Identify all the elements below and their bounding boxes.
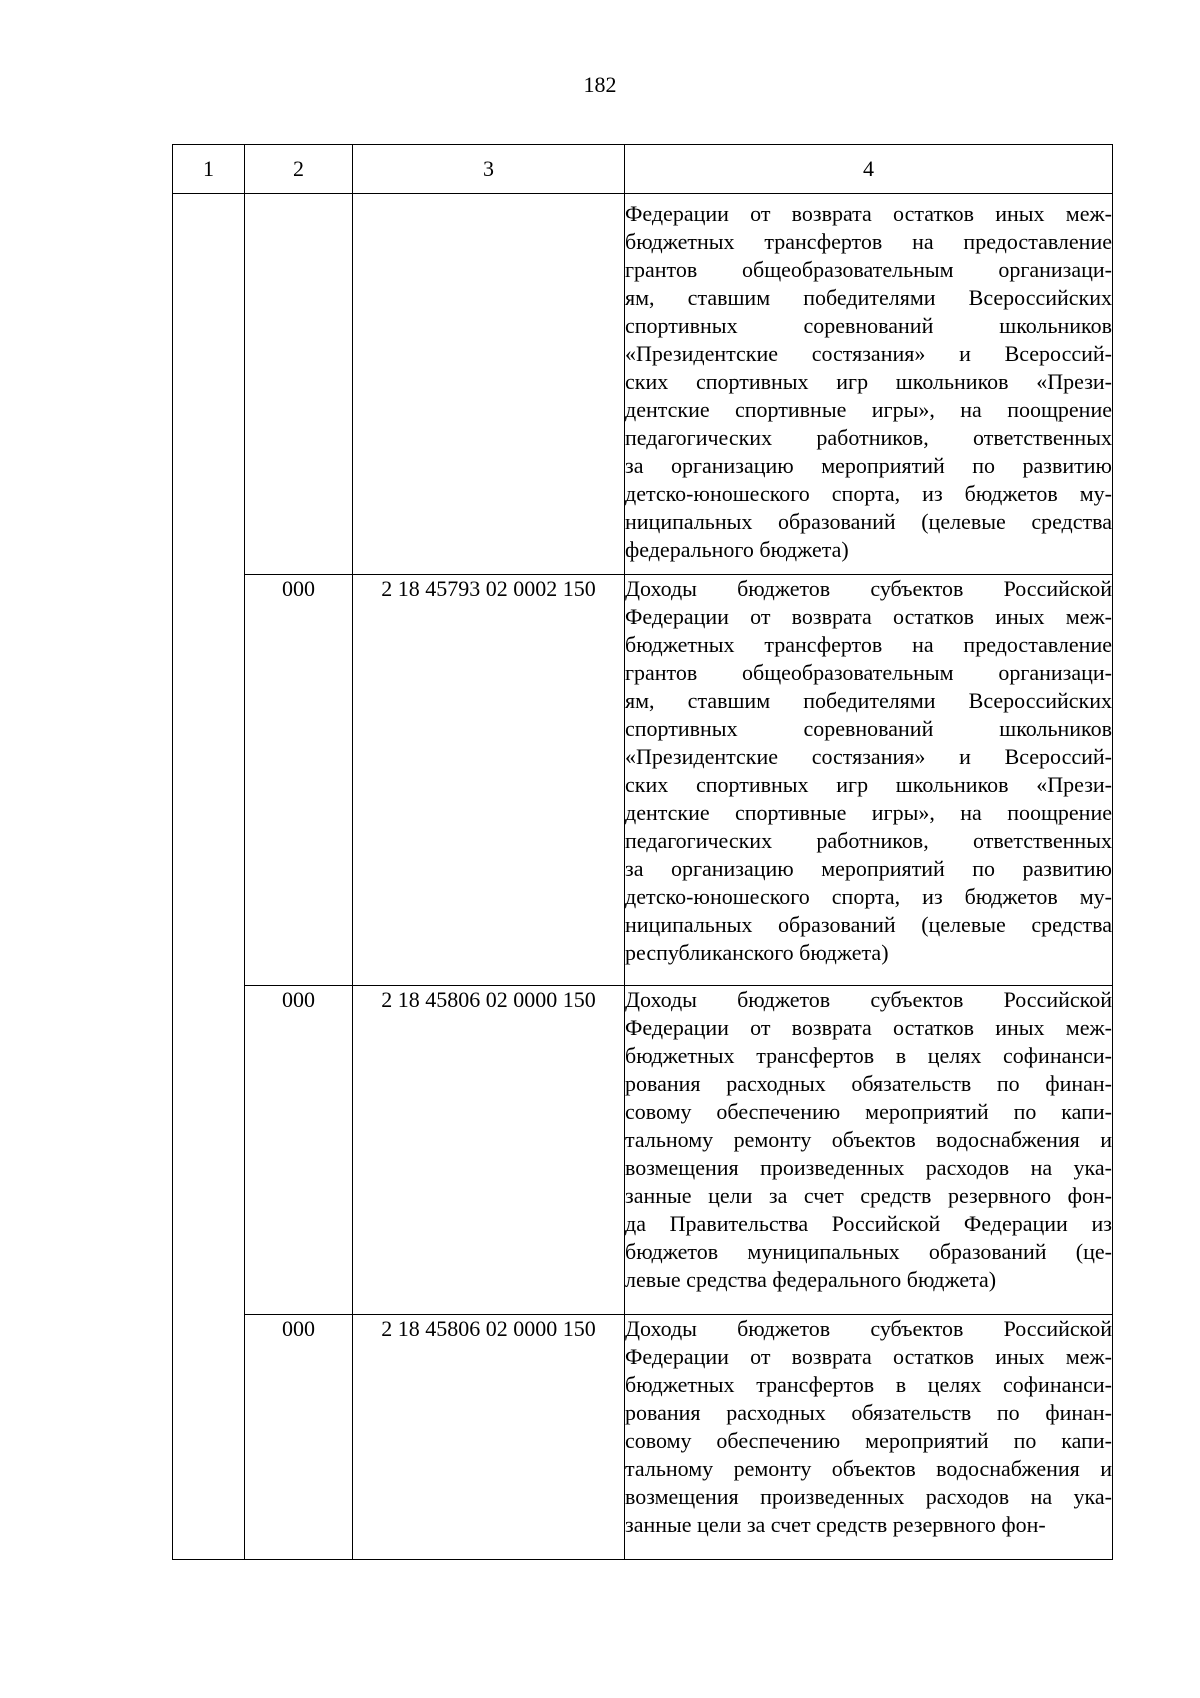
description-line: рования расходных обязательств по финан- [625,1071,1112,1096]
description-line: спортивных соревнований школьников [625,313,1112,338]
budget-code-cell [353,194,625,575]
description-line: занные цели за счет средств резервного фон- [625,1183,1112,1208]
description-line: грантов общеобразовательным организаци- [625,660,1112,685]
table-body [173,194,1113,1560]
description-line: ниципальных образований (целевые средства [625,912,1112,937]
description-line: ям, ставшим победителями Всероссийских [625,285,1112,310]
description-line: «Президентские состязания» и Всероссий- [625,341,1112,366]
description-cell [625,986,1113,1315]
table-row [173,1315,1113,1560]
description-line: бюджетных трансфертов на предоставление [625,632,1112,657]
budget-code-cell: 2 18 45806 02 0000 150 [353,986,625,1315]
description-line: педагогических работников, ответственных [625,828,1112,853]
description-line: да Правительства Российской Федерации из [625,1211,1112,1236]
table-header [173,145,1113,194]
description-line: дентские спортивные игры», на поощрение [625,800,1112,825]
description-line: совому обеспечению мероприятий по капи- [625,1428,1112,1453]
budget-code-cell: 2 18 45806 02 0000 150 [353,1315,625,1560]
description-line: рования расходных обязательств по финан- [625,1400,1112,1425]
admin-code-cell: 000 [245,575,353,986]
description-cell [625,1315,1113,1560]
description-cell [625,194,1113,575]
description-line: спортивных соревнований школьников [625,716,1112,741]
description-line: бюджетных трансфертов на предоставление [625,229,1112,254]
description-line: возмещения произведенных расходов на ука- [625,1484,1112,1509]
description-line: бюджетных трансфертов в целях софинанси- [625,1372,1112,1397]
description-line: левые средства федерального бюджета) [625,1267,997,1292]
description-line: бюджетных трансфертов в целях софинанси- [625,1043,1112,1068]
description-line: совому обеспечению мероприятий по капи- [625,1099,1112,1124]
description-line: федерального бюджета) [625,537,849,562]
table-row [173,986,1113,1315]
description-cell [625,575,1113,986]
admin-code-cell: 000 [245,986,353,1315]
admin-code-cell [245,194,353,575]
description-line: Федерации от возврата остатков иных меж- [625,201,1112,226]
description-line: ских спортивных игр школьников «Прези- [625,369,1112,394]
header-col-3: 3 [353,145,625,194]
description-line: грантов общеобразовательным организаци- [625,257,1112,282]
description-line: детско-юношеского спорта, из бюджетов му- [625,884,1112,909]
description-line: за организацию мероприятий по развитию [625,453,1112,478]
description-line: «Президентские состязания» и Всероссий- [625,744,1112,769]
description-line: ям, ставшим победителями Всероссийских [625,688,1112,713]
description-line: возмещения произведенных расходов на ука- [625,1155,1112,1180]
header-col-4: 4 [625,145,1113,194]
table-row [173,194,1113,575]
page-number: 182 [583,72,617,97]
row-index-cell [173,194,245,1560]
header-col-1: 1 [173,145,245,194]
description-line: республиканского бюджета) [625,940,889,965]
budget-code-cell: 2 18 45793 02 0002 150 [353,575,625,986]
description-line: ских спортивных игр школьников «Прези- [625,772,1112,797]
description-line: детско-юношеского спорта, из бюджетов му- [625,481,1112,506]
description-line: Доходы бюджетов субъектов Российской [625,576,1112,601]
description-line: тальному ремонту объектов водоснабжения и [625,1456,1112,1481]
header-row [173,145,1113,194]
description-line: дентские спортивные игры», на поощрение [625,397,1112,422]
header-col-2: 2 [245,145,353,194]
description-line: бюджетов муниципальных образований (це- [625,1239,1112,1264]
description-line: Федерации от возврата остатков иных меж- [625,1344,1112,1369]
description-line: Доходы бюджетов субъектов Российской [625,1316,1112,1341]
admin-code-cell: 000 [245,1315,353,1560]
table-row [173,575,1113,986]
description-line: Федерации от возврата остатков иных меж- [625,604,1112,629]
revenue-code-table [172,144,1113,1560]
description-line: занные цели за счет средств резервного фон- [625,1512,1046,1537]
description-line: тальному ремонту объектов водоснабжения и [625,1127,1112,1152]
description-line: Федерации от возврата остатков иных меж- [625,1015,1112,1040]
description-line: педагогических работников, ответственных [625,425,1112,450]
description-line: за организацию мероприятий по развитию [625,856,1112,881]
description-line: Доходы бюджетов субъектов Российской [625,987,1112,1012]
description-line: ниципальных образований (целевые средства [625,509,1112,534]
